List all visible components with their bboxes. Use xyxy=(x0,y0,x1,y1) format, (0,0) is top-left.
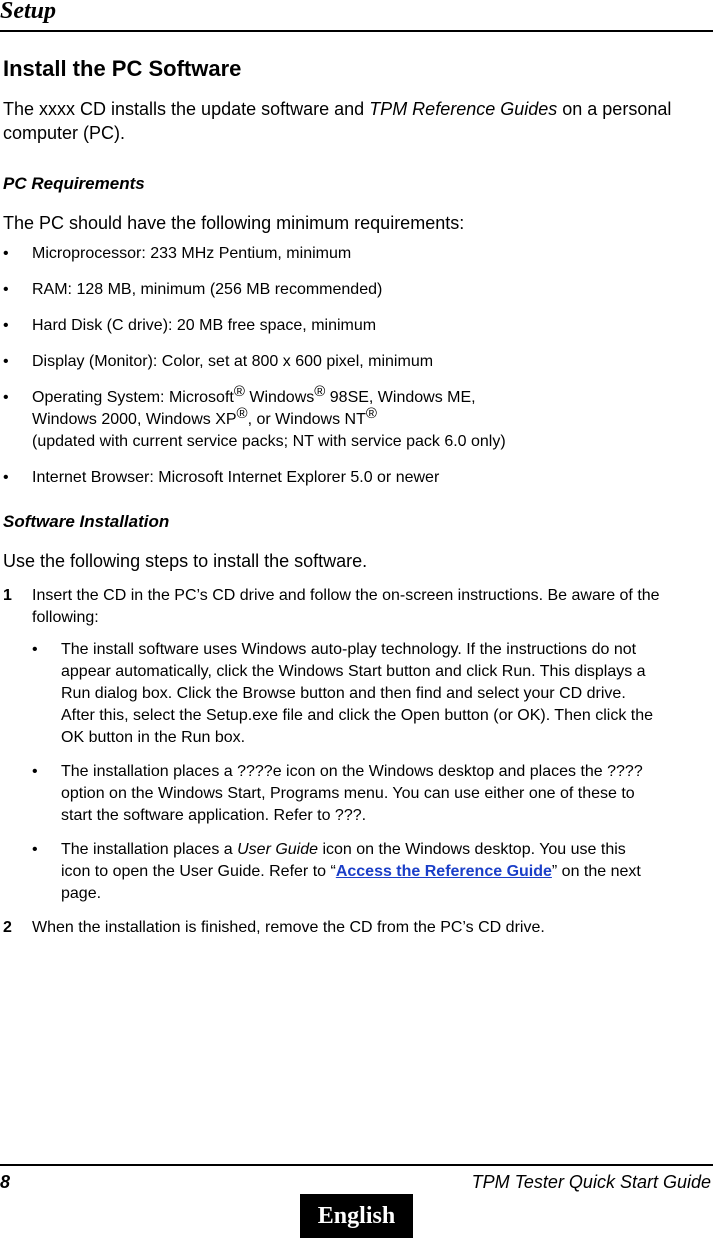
footer-divider xyxy=(0,1164,713,1166)
step-number: 1 xyxy=(3,587,12,604)
access-reference-guide-link[interactable]: Access the Reference Guide xyxy=(335,863,552,880)
list-item: • The installation places a ????e icon on the Windows desktop and places the ???? option on the Windows Start, Programs menu. You can use either one of these to start the software application. Refer to ???. xyxy=(32,763,643,824)
requirements-list xyxy=(3,243,711,489)
guide-title: TPM Tester Quick Start Guide xyxy=(471,1172,711,1192)
requirements-heading: PC Requirements xyxy=(3,174,145,193)
bullet-icon: • xyxy=(3,317,9,334)
bullet-icon: • xyxy=(3,353,9,370)
installation-steps xyxy=(3,585,711,939)
bullet-icon: • xyxy=(32,763,38,780)
step-item xyxy=(3,585,711,905)
step-notes xyxy=(32,639,657,905)
intro-paragraph: The xxxx CD installs the update software and TPM Reference Guides on a personal computer (PC). xyxy=(3,99,672,143)
step-text: Insert the CD in the PC’s CD drive and follow the on-screen instructions. Be aware of the following: xyxy=(32,587,660,626)
registered-mark: ® xyxy=(314,383,326,400)
step-item xyxy=(3,917,711,939)
page-heading: Install the PC Software xyxy=(3,56,242,81)
reference-guides-title: TPM Reference Guides xyxy=(369,99,558,119)
user-guide-name: User Guide xyxy=(237,841,319,858)
bullet-icon: • xyxy=(3,245,9,262)
list-item: • Microprocessor: 233 MHz Pentium, minimum xyxy=(3,243,711,265)
list-item: • Internet Browser: Microsoft Internet Explorer 5.0 or newer xyxy=(3,467,711,489)
bullet-icon: • xyxy=(3,389,9,406)
step-number: 2 xyxy=(3,919,12,936)
list-item: • Hard Disk (C drive): 20 MB free space, minimum xyxy=(3,315,711,337)
list-item: • RAM: 128 MB, minimum (256 MB recommended) xyxy=(3,279,711,301)
step-text: When the installation is finished, remove the CD from the PC’s CD drive. xyxy=(32,919,545,936)
list-item: • The installation places a User Guide icon on the Windows desktop. You use this icon to open the User Guide. Refer to “Access the Reference Guide” on the next page. xyxy=(32,841,641,902)
installation-lead: Use the following steps to install the software. xyxy=(3,551,368,571)
registered-mark: ® xyxy=(233,383,245,400)
registered-mark: ® xyxy=(365,405,377,422)
bullet-icon: • xyxy=(3,469,9,486)
installation-heading: Software Installation xyxy=(3,512,170,531)
list-item: • The install software uses Windows auto-play technology. If the instructions do not appear automatically, click the Windows Start button and click Run. This displays a Run dialog box. Click the Browse button and then find and select your CD drive. After this, select the Setup.exe file and click the Open button (or OK). Then click the OK button in the Run box. xyxy=(32,641,654,746)
language-tab: English xyxy=(300,1194,413,1238)
list-item: • Display (Monitor): Color, set at 800 x 600 pixel, minimum xyxy=(3,351,711,373)
section-title: Setup xyxy=(0,0,57,24)
bullet-icon: • xyxy=(3,281,9,298)
list-item: • Operating System: Microsoft® Windows® 98SE, Windows ME, Windows 2000, Windows XP®, or Windows NT® (updated with current service packs; NT with service pack 6.0 only) xyxy=(3,383,506,450)
page-number: 8 xyxy=(0,1172,11,1192)
header-divider xyxy=(0,30,713,32)
bullet-icon: • xyxy=(32,841,38,858)
requirements-lead: The PC should have the following minimum requirements: xyxy=(3,213,465,233)
page-content xyxy=(3,55,711,951)
bullet-icon: • xyxy=(32,641,38,658)
registered-mark: ® xyxy=(236,405,248,422)
